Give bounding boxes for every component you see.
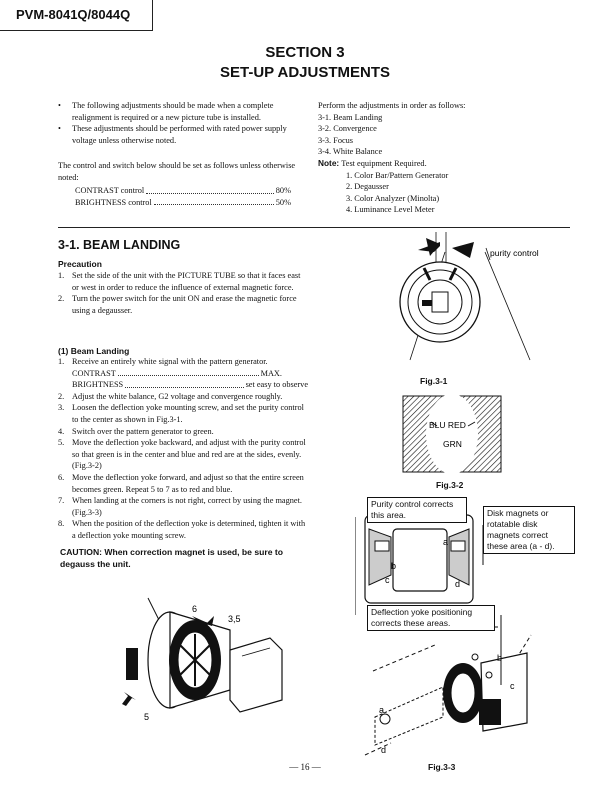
section-title: SET-UP ADJUSTMENTS [219, 64, 391, 81]
corner-c-top: c [385, 575, 390, 585]
procedure-step: 8. When the position of the deflection yoke is determined, tighten it with a deflection yoke mounting screw. [58, 519, 306, 540]
equipment-item: 1. Color Bar/Pattern Generator [346, 170, 449, 180]
blu-red-label: BLU RED [429, 420, 466, 430]
corner-a-top: a [443, 537, 449, 547]
caution-note: CAUTION: When correction magnet is used, be sure to degauss the unit. [60, 547, 283, 569]
page-number: — 16 — [289, 762, 321, 772]
arrow-icon [122, 692, 136, 706]
note-line [318, 158, 568, 170]
note-label: Note: [318, 157, 340, 168]
control-settings [75, 185, 291, 208]
purity-callout: Purity control corrects this area. [367, 497, 467, 523]
procedure-step: 2. Adjust the white balance, G2 voltage and convergence roughly. [58, 391, 283, 401]
yoke-assembly-figure [110, 590, 295, 750]
yoke-clamp [126, 648, 138, 680]
beam-landing-subheading: (1) Beam Landing [58, 346, 130, 356]
bullet-item: • These adjustments should be performed with rated power supply voltage unless otherwise noted. [58, 123, 306, 146]
precaution-item: 2. Turn the power switch for the unit ON and erase the magnetic force using a degausser. [58, 294, 297, 315]
section-number: SECTION 3 [265, 44, 345, 61]
fig-label-6: 6 [192, 604, 198, 614]
note-text: Test equipment Required. [341, 158, 427, 168]
corner-b-top: b [391, 561, 397, 571]
purity-control-label: purity control [490, 248, 539, 258]
grn-label: GRN [443, 439, 462, 449]
precaution-heading: Precaution [58, 259, 102, 269]
fig-label-5: 5 [144, 712, 150, 722]
equipment-item: 3. Color Analyzer (Minolta) [346, 193, 440, 203]
equipment-list [318, 170, 568, 216]
procedure-step: 5. Move the deflection yoke backward, and adjust with the purity control so that green is in the center and blue and red are at the sides, evenly. (Fig.3-2) [58, 438, 306, 471]
disk-magnet-callout: Disk magnets or rotatable disk magnets correct these area (a - d). [483, 506, 575, 554]
procedure-step: 6. Move the deflection yoke forward, and adjust so that the entire screen becomes green. Repeat 5 to 7 as to red and blue. [58, 472, 304, 494]
corner-d-bottom: d [381, 745, 387, 755]
fig-3-3-caption: Fig.3-3 [428, 762, 456, 772]
arrow-icon [452, 242, 474, 258]
control-name: BRIGHTNESS control [75, 197, 152, 207]
fig-3-2-caption: Fig.3-2 [436, 480, 464, 490]
model-name: PVM-8041Q/8044Q [16, 7, 131, 22]
control-row [75, 185, 291, 197]
order-item: 3-4. White Balance [318, 147, 383, 157]
corner-d-top: d [455, 579, 461, 589]
setting-row: BRIGHTNESS set easy to observe [72, 380, 308, 390]
corner-a-bottom: a [379, 705, 385, 715]
section-divider [58, 227, 570, 228]
adjustment-order [318, 100, 568, 216]
setting-row: CONTRAST MAX. [72, 368, 282, 378]
order-item: 3-2. Convergence [318, 124, 377, 134]
fig-3-1-diagram [390, 232, 570, 377]
procedure-step: 1. Receive an entirely white signal with the pattern generator. [58, 357, 268, 366]
control-value: 80% [275, 186, 291, 195]
procedure-step: 4. Switch over the pattern generator to green. [58, 426, 214, 436]
order-heading: Perform the adjustments in order as follows: [318, 101, 466, 110]
procedure-step: 3. Loosen the deflection yoke mounting screw, and set the purity control to the center as shown in Fig.3-1. [58, 403, 304, 424]
control-note: The control and switch below should be set as follows unless otherwise noted: [58, 161, 296, 182]
precaution-item: 1. Set the side of the unit with the PICTURE TUBE so that it faces east or west in order to reduce the influence of external magnetic force. [58, 271, 301, 292]
corner-c-bottom: c [510, 681, 515, 691]
model-header [0, 0, 153, 31]
corner-b-bottom: b [497, 653, 503, 663]
fig-3-1-caption: Fig.3-1 [420, 376, 448, 386]
order-item: 3-1. Beam Landing [318, 112, 383, 122]
beam-landing-heading: 3-1. BEAM LANDING [58, 238, 181, 252]
fig-3-2-diagram [395, 392, 510, 477]
control-name: CONTRAST control [75, 186, 145, 195]
order-item: 3-3. Focus [318, 135, 354, 145]
control-row [75, 197, 291, 209]
procedure-step: 7. When landing at the corners is not right, correct by using the magnet. (Fig.3-3) [58, 496, 302, 517]
procedure-list [58, 356, 308, 542]
intro-bullets [58, 100, 306, 146]
screen-panel [230, 638, 282, 712]
yoke-callout: Deflection yoke positioning corrects these areas. [367, 605, 495, 631]
equipment-item: 4. Luminance Level Meter [346, 205, 435, 215]
bullet-item: • The following adjustments should be made when a complete realignment is required or a new picture tube is installed. [58, 100, 306, 123]
precaution-list [58, 270, 308, 316]
equipment-item: 2. Degausser [346, 182, 389, 192]
fig-label-35: 3,5 [228, 614, 241, 624]
control-value: 50% [275, 197, 291, 207]
